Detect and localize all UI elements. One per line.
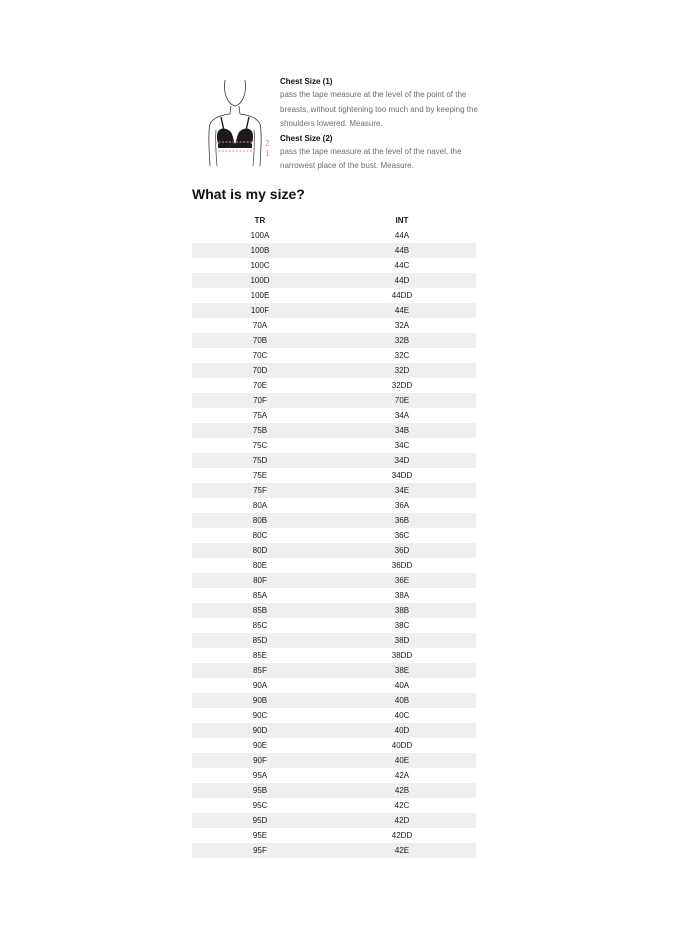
tr-size-cell: 90C <box>252 711 268 720</box>
tr-size-cell: 70C <box>252 351 268 360</box>
tr-size-cell: 75F <box>192 483 328 498</box>
table-row <box>192 768 476 783</box>
tr-size-cell: 100E <box>250 291 270 300</box>
int-size-cell: 34B <box>328 423 476 438</box>
int-size-cell: 34D <box>328 453 476 468</box>
int-size-cell: 36B <box>328 513 476 528</box>
int-size-cell: 40B <box>328 693 476 708</box>
tr-size-cell: 80A <box>252 501 268 510</box>
table-row <box>192 408 476 423</box>
tr-size-cell: 100A <box>250 231 270 240</box>
table-row <box>192 693 476 708</box>
int-size-cell: 42DD <box>391 831 413 840</box>
table-row <box>192 828 476 843</box>
tr-size-cell: 100C <box>250 261 270 270</box>
table-row <box>192 678 476 693</box>
table-row <box>192 813 476 828</box>
int-size-cell: 40E <box>328 753 476 768</box>
table-row <box>192 288 476 303</box>
table-row <box>192 753 476 768</box>
int-size-cell: 44D <box>328 273 476 288</box>
table-row <box>192 438 476 453</box>
tr-size-cell: 75E <box>252 471 268 480</box>
tr-size-cell: 75D <box>192 453 328 468</box>
table-row <box>192 258 476 273</box>
int-size-cell: 44C <box>394 261 410 270</box>
table-row <box>192 378 476 393</box>
table-row <box>192 513 476 528</box>
table-header-row <box>192 213 476 228</box>
size-chart-table <box>192 213 476 858</box>
table-row <box>192 348 476 363</box>
int-size-cell: 42C <box>394 801 410 810</box>
measure-line-1-label: 1 <box>265 149 270 158</box>
tr-size-cell: 100F <box>192 303 328 318</box>
step-chest-size-2 <box>280 133 480 174</box>
table-row <box>192 318 476 333</box>
int-size-cell: 36A <box>394 501 410 510</box>
tr-size-cell: 85D <box>192 633 328 648</box>
column-header-int: INT <box>395 216 409 225</box>
int-size-cell: 40A <box>394 681 410 690</box>
tr-size-cell: 85C <box>252 621 268 630</box>
table-row <box>192 588 476 603</box>
int-size-cell: 36DD <box>391 561 413 570</box>
tr-size-cell: 75C <box>252 441 268 450</box>
tr-size-cell: 95E <box>252 831 268 840</box>
int-size-cell: 42A <box>394 771 410 780</box>
tr-size-cell: 75A <box>252 411 268 420</box>
int-size-cell: 38C <box>394 621 410 630</box>
table-row <box>192 543 476 558</box>
size-chart-rows <box>192 228 476 858</box>
int-size-cell: 42D <box>328 813 476 828</box>
table-row <box>192 708 476 723</box>
torso-outline-icon <box>203 78 279 170</box>
step-title: Chest Size (2) <box>280 133 333 143</box>
int-size-cell: 44B <box>328 243 476 258</box>
tr-size-cell: 90E <box>252 741 268 750</box>
tr-size-cell: 80E <box>252 561 268 570</box>
tr-size-cell: 100B <box>192 243 328 258</box>
int-size-cell: 40D <box>328 723 476 738</box>
tr-size-cell: 80B <box>192 513 328 528</box>
int-size-cell: 32A <box>394 321 410 330</box>
tr-size-cell: 85B <box>192 603 328 618</box>
table-row <box>192 648 476 663</box>
table-row <box>192 528 476 543</box>
tr-size-cell: 90F <box>192 753 328 768</box>
table-row <box>192 468 476 483</box>
step-description: pass the tape measure at the level of the navel, the narrowest place of the bust. Measure. <box>280 146 462 170</box>
int-size-cell: 36E <box>328 573 476 588</box>
tr-size-cell: 80D <box>192 543 328 558</box>
measurement-instructions <box>280 76 480 174</box>
tr-size-cell: 80F <box>192 573 328 588</box>
table-row <box>192 783 476 798</box>
table-row <box>192 303 476 318</box>
int-size-cell: 32C <box>394 351 410 360</box>
int-size-cell: 38D <box>328 633 476 648</box>
tr-size-cell: 90B <box>192 693 328 708</box>
int-size-cell: 34E <box>328 483 476 498</box>
table-row <box>192 498 476 513</box>
table-row <box>192 483 476 498</box>
size-chart-heading: What is my size? <box>192 186 305 202</box>
table-row <box>192 333 476 348</box>
table-row <box>192 558 476 573</box>
int-size-cell: 38B <box>328 603 476 618</box>
step-title: Chest Size (1) <box>280 77 333 86</box>
table-row <box>192 363 476 378</box>
table-row <box>192 273 476 288</box>
int-size-cell: 32B <box>328 333 476 348</box>
measure-line-2-label: 2 <box>265 139 270 148</box>
tr-size-cell: 80C <box>252 531 268 540</box>
tr-size-cell: 70D <box>192 363 328 378</box>
tr-size-cell: 85A <box>252 591 268 600</box>
int-size-cell: 42B <box>328 783 476 798</box>
int-size-cell: 44A <box>394 231 410 240</box>
table-row <box>192 738 476 753</box>
step-description: pass the tape measure at the level of the point of the breasts, without tightening too much and by keeping the shoulders lowered. Measure. <box>280 90 478 128</box>
tr-size-cell: 85E <box>252 651 268 660</box>
tr-size-cell: 75B <box>192 423 328 438</box>
table-row <box>192 243 476 258</box>
table-row <box>192 618 476 633</box>
table-row <box>192 453 476 468</box>
int-size-cell: 36D <box>328 543 476 558</box>
table-row <box>192 663 476 678</box>
table-row <box>192 798 476 813</box>
tr-size-cell: 70F <box>192 393 328 408</box>
int-size-cell: 36C <box>394 531 410 540</box>
int-size-cell: 40DD <box>391 741 413 750</box>
int-size-cell: 42E <box>328 843 476 858</box>
int-size-cell: 34DD <box>391 471 413 480</box>
bust-measurement-illustration <box>203 78 279 170</box>
tr-size-cell: 100D <box>192 273 328 288</box>
tr-size-cell: 85F <box>192 663 328 678</box>
int-size-cell: 32DD <box>391 381 413 390</box>
tr-size-cell: 70A <box>252 321 268 330</box>
tr-size-cell: 70B <box>192 333 328 348</box>
tr-size-cell: 95D <box>192 813 328 828</box>
int-size-cell: 38A <box>394 591 410 600</box>
table-row <box>192 723 476 738</box>
tr-size-cell: 70E <box>252 381 268 390</box>
tr-size-cell: 90A <box>252 681 268 690</box>
int-size-cell: 38DD <box>391 651 413 660</box>
int-size-cell: 40C <box>394 711 410 720</box>
int-size-cell: 34C <box>394 441 410 450</box>
table-row <box>192 603 476 618</box>
tr-size-cell: 95F <box>192 843 328 858</box>
int-size-cell: 44DD <box>391 291 413 300</box>
int-size-cell: 32D <box>328 363 476 378</box>
int-size-cell: 70E <box>328 393 476 408</box>
table-row <box>192 843 476 858</box>
step-chest-size-1 <box>280 76 480 132</box>
int-size-cell: 44E <box>328 303 476 318</box>
table-row <box>192 423 476 438</box>
tr-size-cell: 95A <box>252 771 268 780</box>
tr-size-cell: 95C <box>252 801 268 810</box>
int-size-cell: 34A <box>394 411 410 420</box>
tr-size-cell: 95B <box>192 783 328 798</box>
table-row <box>192 393 476 408</box>
table-row <box>192 573 476 588</box>
int-size-cell: 38E <box>328 663 476 678</box>
table-row <box>192 633 476 648</box>
column-header-tr: TR <box>254 216 266 225</box>
tr-size-cell: 90D <box>192 723 328 738</box>
table-row <box>192 228 476 243</box>
